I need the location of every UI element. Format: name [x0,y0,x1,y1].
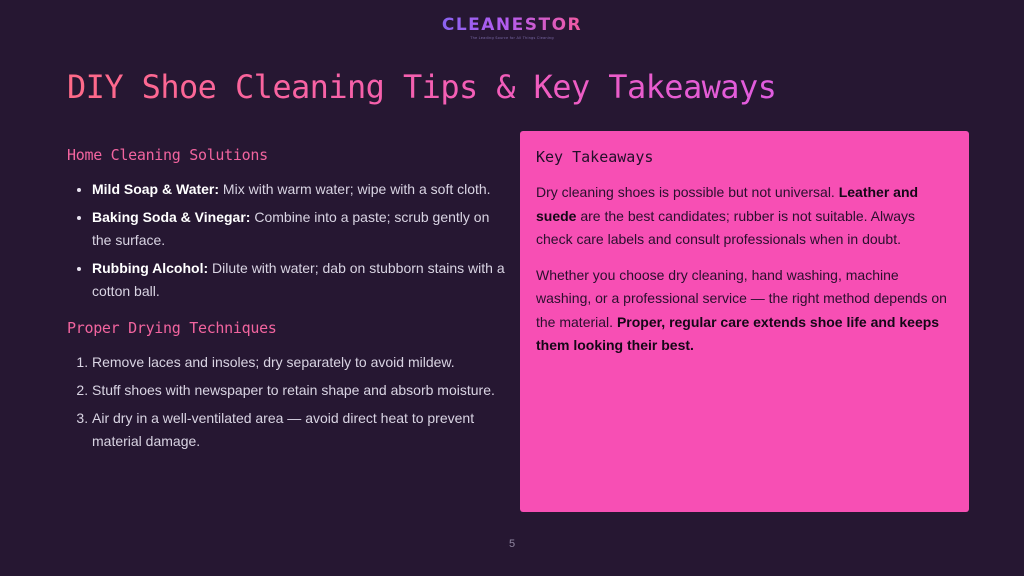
drying-heading: Proper Drying Techniques [67,319,277,337]
slide-title: DIY Shoe Cleaning Tips & Key Takeaways [67,68,777,106]
list-item [92,206,507,252]
list-item: 1. Remove laces and insoles; dry separately to avoid mildew. [92,351,507,374]
list-item [92,257,507,303]
key-takeaways-heading: Key Takeaways [536,148,654,166]
logo [0,15,1024,40]
paragraph-emphasis: Leather and suede [536,184,919,224]
logo-tagline: The Leading Source for All Things Cleaning [470,36,554,40]
key-takeaways-card [520,131,969,512]
home-solutions-heading: Home Cleaning Solutions [67,146,268,164]
list-item: 2. Stuff shoes with newspaper to retain shape and absorb moisture. [92,379,507,402]
paragraph-text: Dry cleaning shoes is possible but not universal. [536,184,839,200]
logo-wordmark: CLEANESTOR [441,15,583,35]
tip-text: Dilute with water; dab on stubborn stains with a cotton ball. [92,260,505,299]
list-item [92,178,507,201]
takeaways-paragraph-1 [536,181,953,252]
page-number: 5 [508,538,516,550]
tip-title: Mild Soap & Water: [92,181,220,197]
paragraph-text: Whether you choose dry cleaning, hand washing, machine washing, or a professional service — the right method depends on the material. [536,266,947,330]
tip-text: Mix with warm water; wipe with a soft cloth. [219,181,491,197]
tip-text: Combine into a paste; scrub gently on the surface. [92,209,490,248]
paragraph-text: are the best candidates; rubber is not suitable. Always check care labels and consult professionals when in doubt. [536,207,915,247]
tip-title: Rubbing Alcohol: [92,260,209,276]
home-solutions-list [67,178,507,303]
list-item: 3. Air dry in a well-ventilated area — avoid direct heat to prevent material damage. [92,407,507,453]
tip-title: Baking Soda & Vinegar: [92,209,251,225]
paragraph-emphasis: Proper, regular care extends shoe life and keeps them looking their best. [536,313,940,353]
left-column [67,146,507,458]
takeaways-paragraph-2 [536,264,953,358]
drying-steps-list [67,351,507,453]
